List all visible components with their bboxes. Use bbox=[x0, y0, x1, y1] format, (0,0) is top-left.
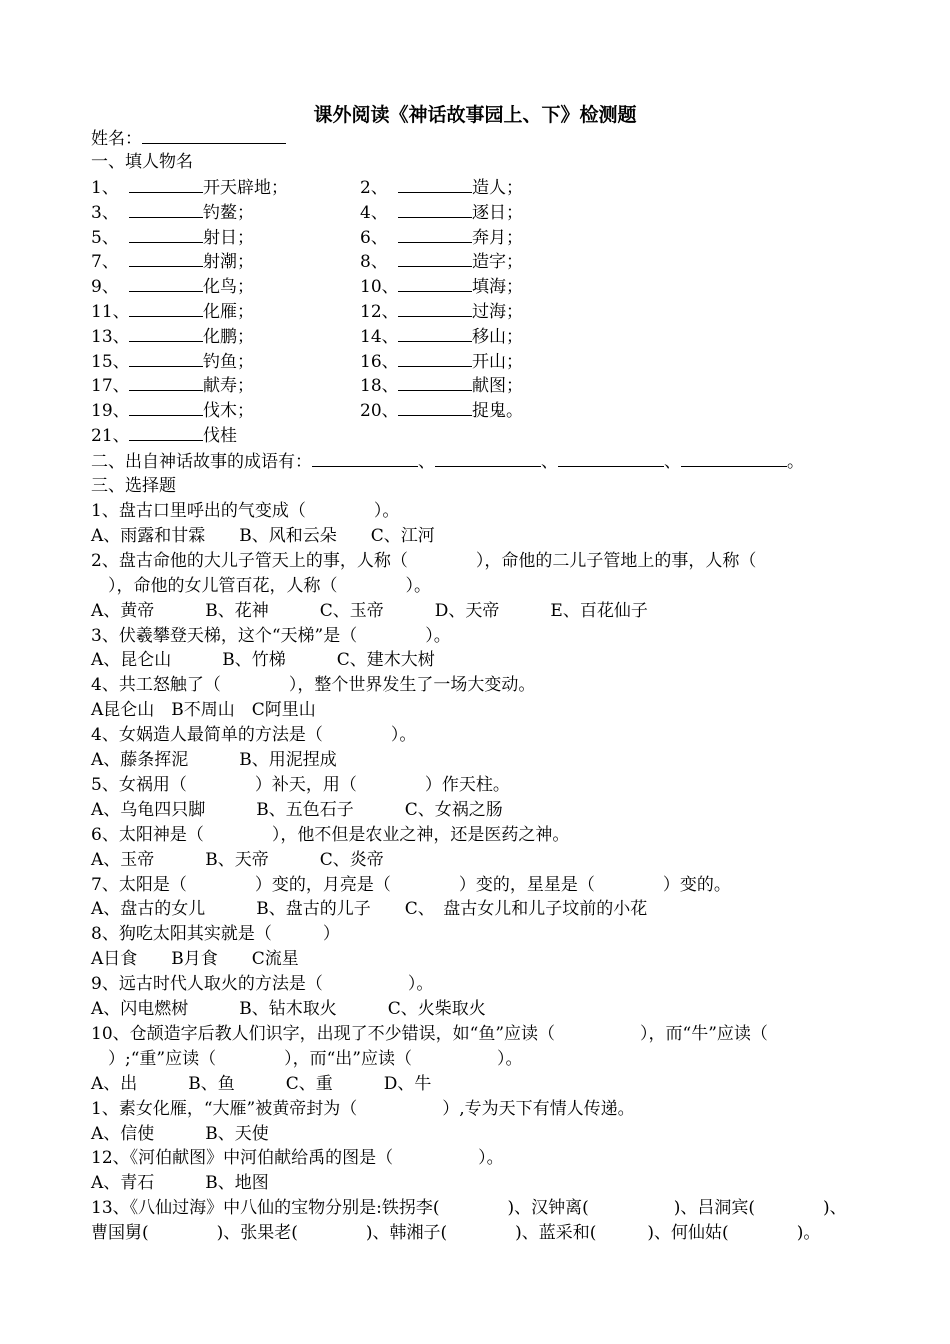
fill-item bbox=[91, 275, 254, 298]
question-line: 曹国舅( )、张果老( )、韩湘子( )、蓝采和( )、何仙姑( )。 bbox=[91, 1223, 821, 1244]
question-line: 1、盘古口里呼出的气变成（ ）。 bbox=[91, 501, 400, 521]
answer-blank[interactable] bbox=[398, 201, 472, 218]
question-line: ）;“重”应读（ ），而“出”应读（ ）。 bbox=[91, 1048, 523, 1069]
answer-blank[interactable] bbox=[129, 201, 203, 218]
question-line: A、昆仑山 B、竹梯 C、建木大树 bbox=[91, 650, 435, 671]
question-line: 12、《河伯献图》中河伯献给禹的图是（ ）。 bbox=[91, 1148, 504, 1169]
item-text: 钓鱼； bbox=[203, 351, 254, 372]
item-text: 射潮； bbox=[203, 252, 254, 273]
answer-blank[interactable] bbox=[129, 350, 203, 367]
item-number: 3、 bbox=[91, 202, 119, 223]
question-line: A、出 B、鱼 C、重 D、牛 bbox=[91, 1073, 432, 1094]
answer-blank[interactable] bbox=[398, 300, 472, 317]
item-text: 献寿； bbox=[203, 376, 254, 397]
section1-heading: 一、填人物名 bbox=[91, 152, 193, 172]
item-number: 7、 bbox=[91, 252, 119, 273]
question-line: 6、太阳神是（ ），他不但是农业之神，还是医药之神。 bbox=[91, 824, 570, 845]
question-line: 10、仓颉造字后教人们识字，出现了不少错误，如“鱼”应读（ ），而“牛”应读（ bbox=[91, 1023, 768, 1044]
name-label: 姓名： bbox=[91, 129, 142, 149]
question-line: A昆仑山 B不周山 C阿里山 bbox=[91, 700, 316, 721]
item-number: 17、 bbox=[91, 376, 130, 397]
answer-blank[interactable] bbox=[398, 374, 472, 391]
fill-item bbox=[91, 226, 254, 249]
question-line: 1、素女化雁，“大雁”被黄帝封为（ ）,专为天下有情人传递。 bbox=[91, 1098, 635, 1119]
separator: 、 bbox=[418, 452, 435, 472]
question-line: A、青石 B、地图 bbox=[91, 1173, 269, 1194]
section2-heading: 二、出自神话故事的成语有： bbox=[91, 452, 312, 472]
answer-blank[interactable] bbox=[129, 399, 203, 416]
section2-row bbox=[91, 450, 804, 473]
item-number: 11、 bbox=[91, 302, 130, 322]
item-number: 10、 bbox=[360, 277, 399, 298]
separator: 、 bbox=[664, 452, 681, 472]
answer-blank[interactable] bbox=[129, 300, 203, 317]
item-text: 献图； bbox=[472, 376, 523, 397]
answer-blank[interactable] bbox=[129, 226, 203, 243]
item-text: 奔月； bbox=[472, 227, 523, 248]
section3-heading: 三、选择题 bbox=[91, 476, 176, 496]
fill-item bbox=[360, 250, 523, 273]
question-line: A、盘古的女儿 B、盘古的儿子 C、 盘古女儿和儿子坟前的小花 bbox=[91, 899, 648, 920]
answer-blank[interactable] bbox=[398, 325, 472, 342]
question-line: 8、狗吃太阳其实就是（ ） bbox=[91, 924, 340, 945]
answer-blank[interactable] bbox=[398, 176, 472, 193]
item-text: 化鸟； bbox=[203, 277, 254, 298]
fill-item bbox=[360, 275, 523, 298]
period: 。 bbox=[787, 452, 804, 472]
question-line: 7、太阳是（ ）变的，月亮是（ ）变的，星星是（ ）变的。 bbox=[91, 874, 731, 895]
fill-item bbox=[91, 176, 288, 199]
item-number: 2、 bbox=[360, 178, 388, 198]
item-text: 开天辟地； bbox=[203, 178, 288, 198]
question-line: ），命他的女儿管百花，人称（ ）。 bbox=[91, 575, 431, 596]
fill-item bbox=[360, 325, 523, 348]
question-line: A、乌龟四只脚 B、五色石子 C、女祸之肠 bbox=[91, 799, 503, 820]
item-text: 钓鳌； bbox=[203, 202, 254, 223]
answer-blank[interactable] bbox=[129, 176, 203, 193]
item-number: 16、 bbox=[360, 351, 399, 372]
fill-item bbox=[91, 250, 254, 273]
question-line: 4、女娲造人最简单的方法是（ ）。 bbox=[91, 725, 417, 746]
answer-blank[interactable] bbox=[129, 325, 203, 342]
answer-blank[interactable] bbox=[398, 275, 472, 292]
question-line: A日食 B月食 C流星 bbox=[91, 949, 299, 970]
item-number: 20、 bbox=[360, 401, 399, 422]
question-line: A、黄帝 B、花神 C、玉帝 D、天帝 E、百花仙子 bbox=[91, 600, 648, 621]
name-row bbox=[91, 127, 286, 150]
answer-blank[interactable] bbox=[398, 250, 472, 267]
fill-item bbox=[91, 300, 254, 323]
idiom-blank-1[interactable] bbox=[312, 450, 418, 467]
item-number: 4、 bbox=[360, 202, 388, 223]
question-line: A、雨露和甘霖 B、风和云朵 C、江河 bbox=[91, 525, 435, 546]
item-text: 造人； bbox=[472, 178, 523, 198]
item-number: 14、 bbox=[360, 326, 399, 347]
answer-blank[interactable] bbox=[398, 399, 472, 416]
item-text: 化鹏； bbox=[203, 326, 254, 347]
fill-item bbox=[360, 176, 523, 199]
item-number: 15、 bbox=[91, 351, 130, 372]
item-number: 12、 bbox=[360, 302, 399, 322]
answer-blank[interactable] bbox=[398, 226, 472, 243]
answer-blank[interactable] bbox=[129, 374, 203, 391]
question-line: A、信使 B、天使 bbox=[91, 1123, 269, 1144]
item-text: 伐木； bbox=[203, 401, 254, 422]
idiom-blank-2[interactable] bbox=[435, 450, 541, 467]
fill-item bbox=[91, 374, 254, 397]
separator: 、 bbox=[541, 452, 558, 472]
name-blank[interactable] bbox=[142, 127, 286, 144]
answer-blank[interactable] bbox=[129, 250, 203, 267]
item-text: 移山； bbox=[472, 326, 523, 347]
question-line: 2、盘古命他的大儿子管天上的事，人称（ ），命他的二儿子管地上的事，人称（ bbox=[91, 550, 757, 571]
question-line: 5、女祸用（ ）补天，用（ ）作天柱。 bbox=[91, 774, 510, 795]
item-number: 5、 bbox=[91, 227, 119, 248]
question-line: A、玉帝 B、天帝 C、炎帝 bbox=[91, 849, 384, 870]
fill-item bbox=[91, 350, 254, 373]
item-text: 捉鬼。 bbox=[472, 401, 523, 422]
item-text: 造字； bbox=[472, 252, 523, 273]
question-line: 9、远古时代人取火的方法是（ ）。 bbox=[91, 974, 434, 995]
item-number: 6、 bbox=[360, 227, 388, 248]
item-text: 开山； bbox=[472, 351, 523, 372]
question-line: 4、共工怒触了（ ），整个世界发生了一场大变动。 bbox=[91, 675, 536, 696]
item-text: 过海； bbox=[472, 302, 523, 322]
item-number: 13、 bbox=[91, 326, 130, 347]
idiom-blank-3[interactable] bbox=[558, 450, 664, 467]
answer-blank[interactable] bbox=[398, 350, 472, 367]
fill-item bbox=[360, 300, 523, 323]
idiom-blank-4[interactable] bbox=[681, 450, 787, 467]
question-line: A、闪电燃树 B、钻木取火 C、火柴取火 bbox=[91, 999, 486, 1019]
item-number: 9、 bbox=[91, 277, 119, 298]
fill-item bbox=[360, 399, 523, 422]
item-text: 填海； bbox=[472, 277, 523, 298]
item-number: 19、 bbox=[91, 401, 130, 422]
answer-blank[interactable] bbox=[129, 275, 203, 292]
item-number: 21、 bbox=[91, 426, 130, 446]
item-number: 18、 bbox=[360, 376, 399, 397]
fill-item bbox=[91, 325, 254, 348]
item-number: 8、 bbox=[360, 252, 388, 273]
fill-item bbox=[360, 226, 523, 249]
item-text: 逐日； bbox=[472, 202, 523, 223]
question-line: A、藤条挥泥 B、用泥捏成 bbox=[91, 750, 337, 770]
answer-blank[interactable] bbox=[129, 424, 203, 441]
question-line: 13、《八仙过海》中八仙的宝物分别是:铁拐李( )、汉钟离( )、吕洞宾( )、 bbox=[91, 1198, 847, 1219]
fill-item bbox=[360, 201, 523, 224]
fill-item bbox=[91, 399, 254, 422]
fill-item bbox=[91, 424, 237, 447]
fill-item bbox=[360, 350, 523, 373]
item-text: 伐桂 bbox=[203, 426, 237, 446]
item-text: 化雁； bbox=[203, 302, 254, 322]
fill-item bbox=[360, 374, 523, 397]
fill-item bbox=[91, 201, 254, 224]
page-title: 课外阅读《神话故事园上、下》检测题 bbox=[313, 104, 637, 126]
item-number: 1、 bbox=[91, 178, 119, 198]
question-line: 3、伏羲攀登天梯，这个“天梯”是（ ）。 bbox=[91, 625, 451, 646]
item-text: 射日； bbox=[203, 227, 254, 248]
